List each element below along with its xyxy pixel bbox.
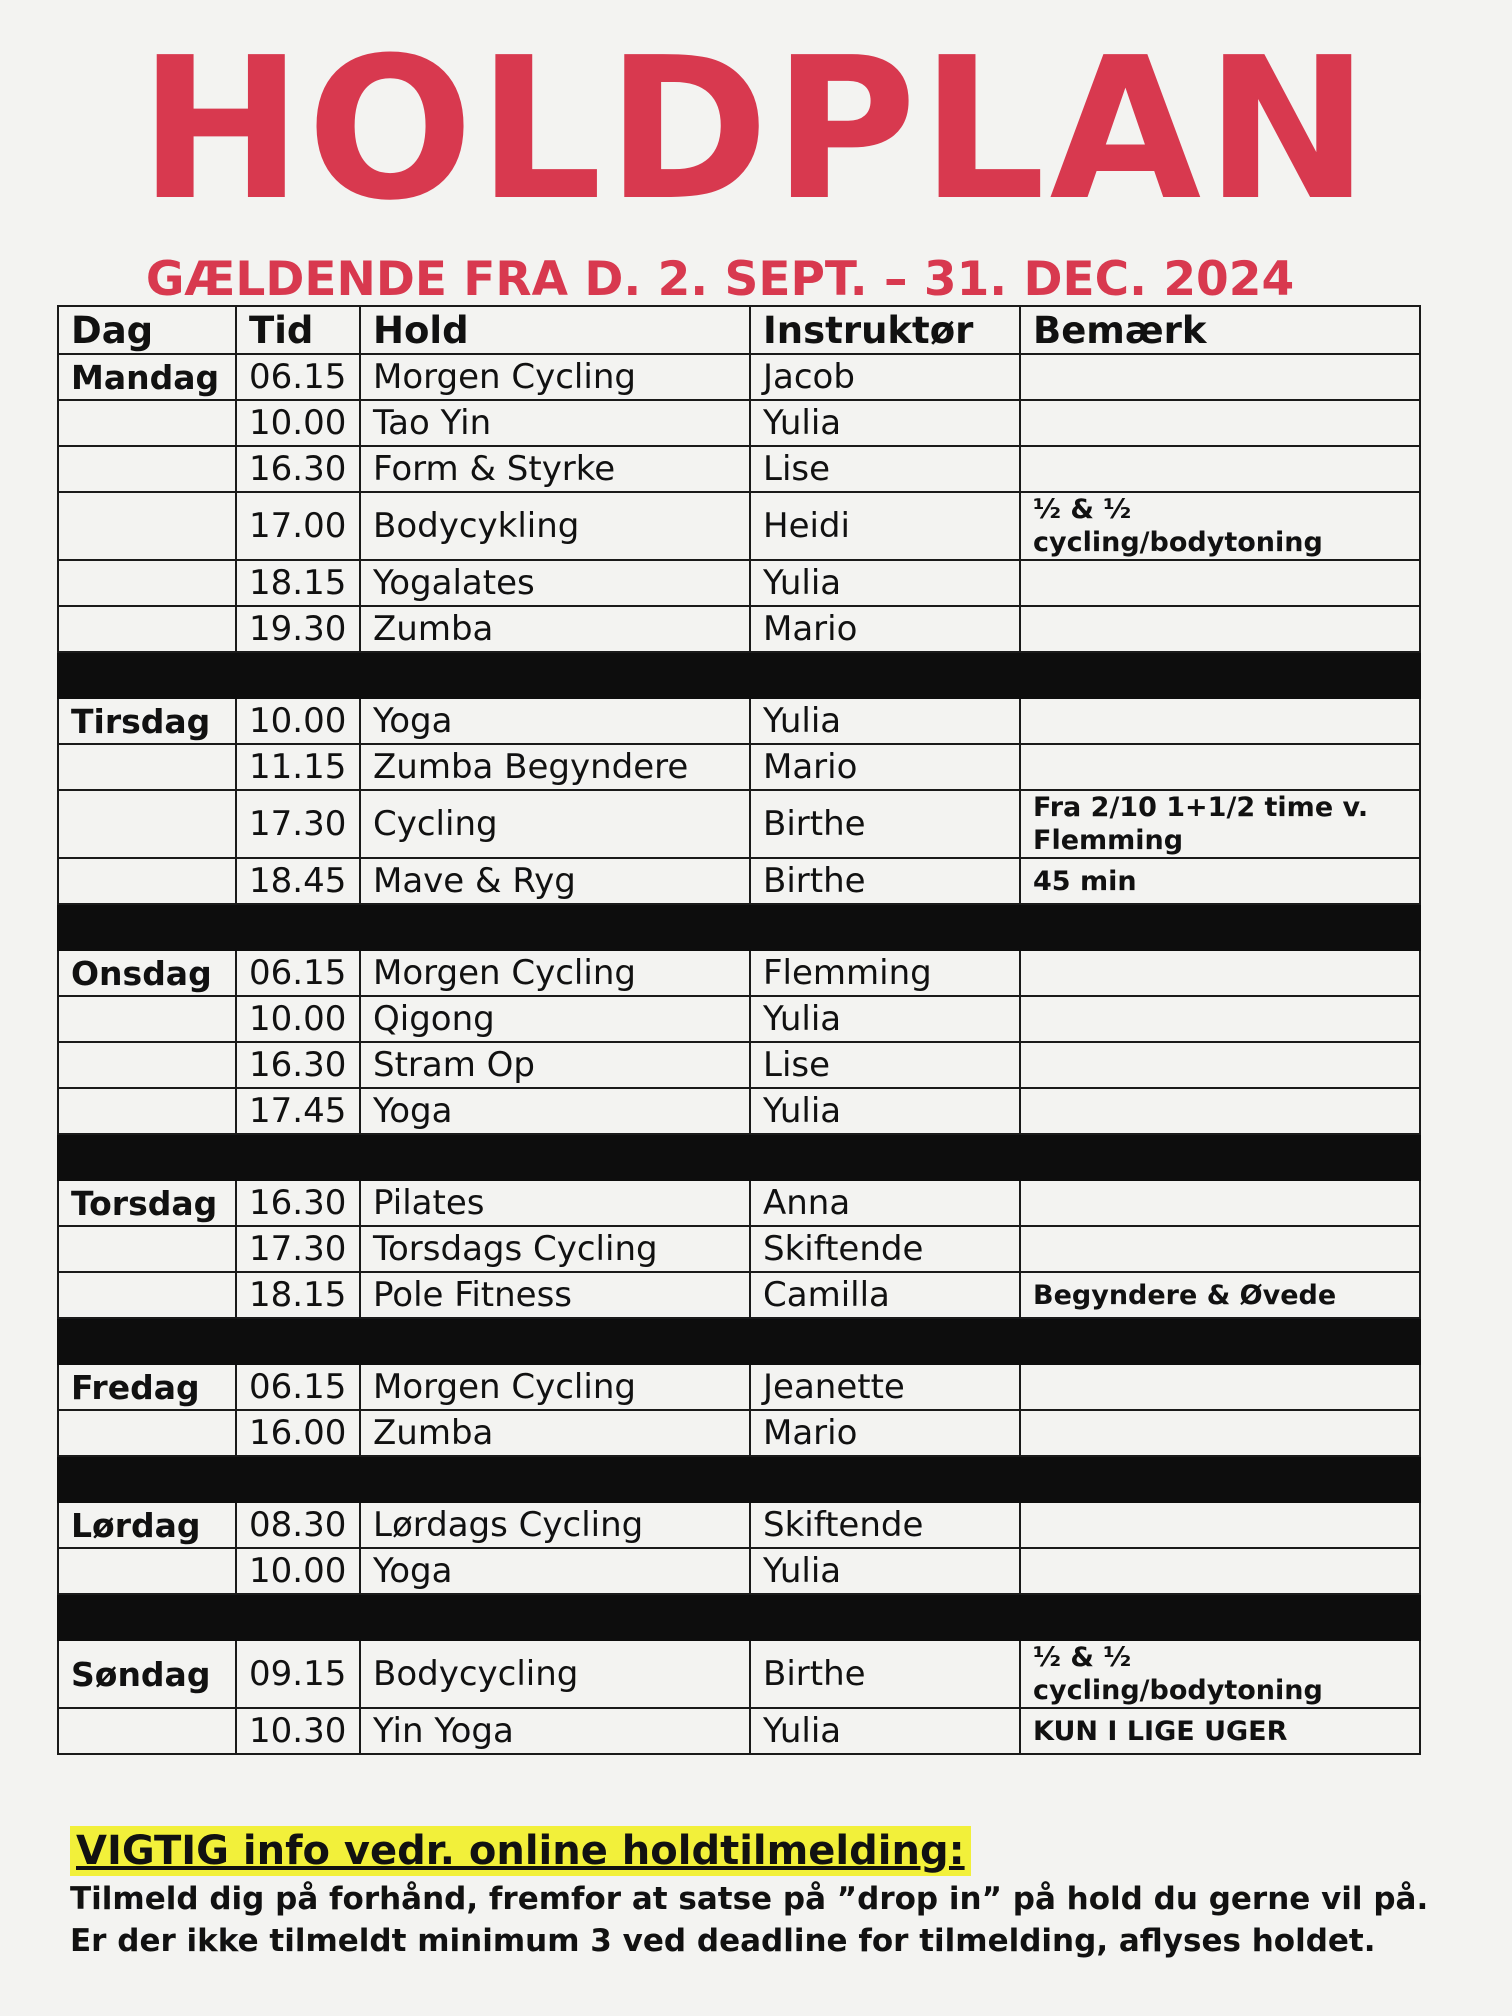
day-cell [58,996,236,1042]
schedule-body [58,354,1420,1754]
instructor-cell: Skiftende [750,1502,1020,1548]
time-cell: 10.00 [236,698,360,744]
class-cell: Tao Yin [360,400,750,446]
time-cell: 19.30 [236,606,360,652]
table-row [58,698,1420,744]
time-cell: 11.15 [236,744,360,790]
table-row [58,1364,1420,1410]
class-cell: Pilates [360,1180,750,1226]
class-cell: Torsdags Cycling [360,1226,750,1272]
page-title: HOLDPLAN [138,16,1374,244]
instructor-cell: Yulia [750,1708,1020,1754]
instructor-cell: Birthe [750,1640,1020,1708]
instructor-cell: Flemming [750,950,1020,996]
time-cell: 18.15 [236,560,360,606]
day-separator [58,1456,1420,1502]
table-row [58,1226,1420,1272]
remark-cell [1020,1226,1420,1272]
day-cell [58,446,236,492]
class-cell: Cycling [360,790,750,858]
remark-cell: 45 min [1020,858,1420,904]
time-cell: 18.15 [236,1272,360,1318]
table-row [58,858,1420,904]
class-cell: Zumba [360,606,750,652]
time-cell: 16.30 [236,446,360,492]
class-cell: Morgen Cycling [360,1364,750,1410]
day-cell [58,1226,236,1272]
remark-cell: Begyndere & Øvede [1020,1272,1420,1318]
class-cell: Yoga [360,1088,750,1134]
table-row [58,1502,1420,1548]
table-row [58,1180,1420,1226]
remark-cell [1020,996,1420,1042]
day-cell [58,1088,236,1134]
schedule-table [57,305,1421,1755]
instructor-cell: Yulia [750,400,1020,446]
table-row [58,606,1420,652]
day-cell [58,606,236,652]
table-row [58,400,1420,446]
day-cell [58,1042,236,1088]
remark-cell: KUN I LIGE UGER [1020,1708,1420,1754]
remark-cell [1020,698,1420,744]
time-cell: 06.15 [236,354,360,400]
instructor-cell: Yulia [750,1548,1020,1594]
remark-cell: Fra 2/10 1+1/2 time v. Flemming [1020,790,1420,858]
class-cell: Form & Styrke [360,446,750,492]
day-cell [58,1708,236,1754]
day-cell [58,744,236,790]
time-cell: 18.45 [236,858,360,904]
day-separator [58,904,1420,950]
class-cell: Morgen Cycling [360,354,750,400]
separator-bar [58,652,1420,698]
info-heading: VIGTIG info vedr. online holdtilmelding: [70,1826,971,1876]
day-separator [58,1594,1420,1640]
time-cell: 10.00 [236,1548,360,1594]
class-cell: Pole Fitness [360,1272,750,1318]
separator-bar [58,1134,1420,1180]
separator-bar [58,1318,1420,1364]
header-class: Hold [360,306,750,354]
time-cell: 10.30 [236,1708,360,1754]
table-row [58,560,1420,606]
remark-cell [1020,606,1420,652]
instructor-cell: Camilla [750,1272,1020,1318]
day-separator [58,1318,1420,1364]
table-row [58,1272,1420,1318]
instructor-cell: Birthe [750,858,1020,904]
day-cell [58,492,236,560]
remark-cell: ½ & ½ cycling/bodytoning [1020,1640,1420,1708]
table-row [58,1088,1420,1134]
class-cell: Yogalates [360,560,750,606]
remark-cell: ½ & ½ cycling/bodytoning [1020,492,1420,560]
class-cell: Stram Op [360,1042,750,1088]
day-cell: Onsdag [58,950,236,996]
remark-cell [1020,1180,1420,1226]
class-cell: Mave & Ryg [360,858,750,904]
instructor-cell: Lise [750,446,1020,492]
time-cell: 06.15 [236,950,360,996]
table-row [58,1640,1420,1708]
instructor-cell: Yulia [750,1088,1020,1134]
remark-cell [1020,354,1420,400]
validity-subtitle: GÆLDENDE FRA D. 2. SEPT. – 31. DEC. 2024 [145,252,1295,307]
class-cell: Zumba [360,1410,750,1456]
info-line-2: Er der ikke tilmeldt minimum 3 ved deadline for tilmelding, aflyses holdet. [70,1923,1376,1959]
instructor-cell: Yulia [750,560,1020,606]
table-row [58,790,1420,858]
day-cell [58,858,236,904]
time-cell: 16.30 [236,1042,360,1088]
day-cell: Lørdag [58,1502,236,1548]
remark-cell [1020,400,1420,446]
remark-cell [1020,560,1420,606]
instructor-cell: Birthe [750,790,1020,858]
time-cell: 17.30 [236,1226,360,1272]
instructor-cell: Jeanette [750,1364,1020,1410]
instructor-cell: Yulia [750,698,1020,744]
day-cell: Fredag [58,1364,236,1410]
class-cell: Yoga [360,1548,750,1594]
class-cell: Morgen Cycling [360,950,750,996]
instructor-cell: Lise [750,1042,1020,1088]
class-cell: Lørdags Cycling [360,1502,750,1548]
time-cell: 09.15 [236,1640,360,1708]
day-cell [58,400,236,446]
remark-cell [1020,1088,1420,1134]
separator-bar [58,904,1420,950]
day-cell [58,790,236,858]
day-separator [58,1134,1420,1180]
remark-cell [1020,1364,1420,1410]
instructor-cell: Anna [750,1180,1020,1226]
time-cell: 06.15 [236,1364,360,1410]
table-row [58,354,1420,400]
day-cell: Søndag [58,1640,236,1708]
info-line-1: Tilmeld dig på forhånd, fremfor at satse på ”drop in” på hold du gerne vil på. [70,1881,1429,1917]
table-row [58,1708,1420,1754]
class-cell: Zumba Begyndere [360,744,750,790]
day-cell [58,1548,236,1594]
class-cell: Bodycykling [360,492,750,560]
header-day: Dag [58,306,236,354]
time-cell: 10.00 [236,996,360,1042]
table-row [58,996,1420,1042]
day-cell [58,560,236,606]
day-separator [58,652,1420,698]
class-cell: Yin Yoga [360,1708,750,1754]
instructor-cell: Mario [750,606,1020,652]
time-cell: 17.45 [236,1088,360,1134]
remark-cell [1020,1502,1420,1548]
table-row [58,446,1420,492]
table-row [58,1410,1420,1456]
class-cell: Yoga [360,698,750,744]
table-row [58,950,1420,996]
remark-cell [1020,1410,1420,1456]
separator-bar [58,1594,1420,1640]
remark-cell [1020,950,1420,996]
day-cell: Tirsdag [58,698,236,744]
time-cell: 17.30 [236,790,360,858]
time-cell: 16.30 [236,1180,360,1226]
instructor-cell: Heidi [750,492,1020,560]
table-row [58,744,1420,790]
header-time: Tid [236,306,360,354]
info-text [70,1878,1510,1962]
table-row [58,1042,1420,1088]
separator-bar [58,1456,1420,1502]
class-cell: Bodycycling [360,1640,750,1708]
day-cell [58,1272,236,1318]
header-remark: Bemærk [1020,306,1420,354]
table-row [58,1548,1420,1594]
remark-cell [1020,1042,1420,1088]
instructor-cell: Mario [750,744,1020,790]
day-cell [58,1410,236,1456]
instructor-cell: Jacob [750,354,1020,400]
instructor-cell: Mario [750,1410,1020,1456]
time-cell: 08.30 [236,1502,360,1548]
time-cell: 10.00 [236,400,360,446]
day-cell: Torsdag [58,1180,236,1226]
remark-cell [1020,1548,1420,1594]
table-row [58,492,1420,560]
class-cell: Qigong [360,996,750,1042]
time-cell: 16.00 [236,1410,360,1456]
header-instructor: Instruktør [750,306,1020,354]
time-cell: 17.00 [236,492,360,560]
remark-cell [1020,744,1420,790]
remark-cell [1020,446,1420,492]
instructor-cell: Yulia [750,996,1020,1042]
day-cell: Mandag [58,354,236,400]
table-header-row [58,306,1420,354]
instructor-cell: Skiftende [750,1226,1020,1272]
